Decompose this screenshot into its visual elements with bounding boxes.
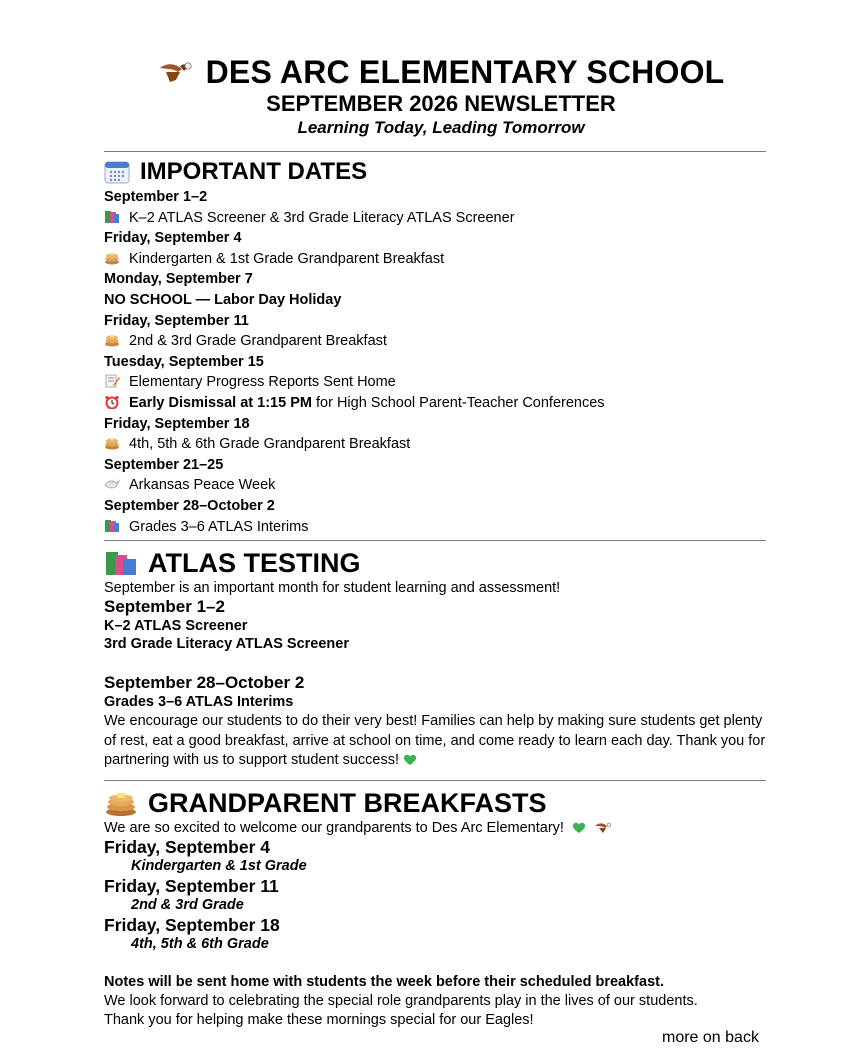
breakfasts-heading-text: GRANDPARENT BREAKFASTS	[148, 788, 547, 819]
books-icon	[104, 210, 120, 224]
date-event: 4th, 5th & 6th Grade Grandparent Breakfast	[104, 434, 766, 455]
atlas-item: 3rd Grade Literacy ATLAS Screener	[104, 636, 349, 653]
green-heart-icon	[403, 753, 417, 766]
date-event: Arkansas Peace Week	[104, 475, 766, 496]
date-event: Elementary Progress Reports Sent Home	[104, 372, 766, 393]
date-label: Friday, September 4	[104, 230, 242, 247]
date-label: Friday, September 18	[104, 415, 250, 432]
date-event: 2nd & 3rd Grade Grandparent Breakfast	[104, 331, 766, 352]
breakfast-date: Friday, September 11	[104, 876, 279, 897]
dates-list	[104, 187, 766, 537]
dates-heading-text: IMPORTANT DATES	[140, 158, 368, 185]
breakfast-note: Notes will be sent home with students the week before their scheduled breakfast.	[104, 974, 664, 991]
breakfast-grade: Kindergarten & 1st Grade	[131, 858, 307, 875]
pancakes-icon	[104, 251, 120, 265]
alarm-clock-icon	[104, 395, 120, 409]
divider	[104, 780, 766, 781]
books-icon	[104, 519, 120, 533]
atlas-intro: September is an important month for student learning and assessment!	[104, 580, 561, 597]
pancakes-icon	[104, 789, 138, 817]
eagle-icon	[158, 60, 192, 84]
eagle-icon	[594, 821, 612, 834]
atlas-item: K–2 ATLAS Screener	[104, 618, 248, 635]
date-label: Friday, September 11	[104, 312, 249, 329]
atlas-heading-text: ATLAS TESTING	[148, 548, 361, 579]
breakfast-date: Friday, September 4	[104, 837, 270, 858]
date-event-bold: NO SCHOOL — Labor Day Holiday	[104, 291, 342, 308]
date-event: Kindergarten & 1st Grade Grandparent Breakfast	[104, 249, 766, 270]
date-event: Grades 3–6 ATLAS Interims	[104, 517, 766, 538]
pancakes-icon	[104, 333, 120, 347]
breakfast-grade: 2nd & 3rd Grade	[131, 897, 244, 914]
breakfast-closing: Thank you for helping make these mornings special for our Eagles!	[104, 1012, 534, 1029]
date-label: September 28–October 2	[104, 497, 275, 514]
date-event: K–2 ATLAS Screener & 3rd Grade Literacy ATLAS Screener	[104, 208, 766, 229]
atlas-paragraph: We encourage our students to do their very best! Families can help by making sure students get plenty of rest, eat a good breakfast, arrive at school on time, and come ready to learn each day. Thank you for partnering with us to support student success!	[104, 713, 766, 768]
date-event: Early Dismissal at 1:15 PM for High School Parent-Teacher Conferences	[104, 393, 766, 414]
newsletter-page	[104, 54, 766, 1030]
date-label: September 21–25	[104, 456, 224, 473]
date-label: Monday, September 7	[104, 271, 253, 288]
memo-icon	[104, 374, 120, 388]
breakfast-closing: We look forward to celebrating the special role grandparents play in the lives of our students.	[104, 993, 698, 1010]
divider	[104, 540, 766, 541]
atlas-item: Grades 3–6 ATLAS Interims	[104, 694, 294, 711]
tagline: Learning Today, Leading Tomorrow	[297, 118, 585, 137]
school-title: DES ARC ELEMENTARY SCHOOL	[205, 54, 725, 90]
atlas-date: September 1–2	[104, 597, 225, 617]
breakfasts-intro: We are so excited to welcome our grandparents to Des Arc Elementary!	[104, 819, 766, 837]
divider	[104, 151, 766, 152]
section-heading-dates	[104, 158, 766, 186]
atlas-date: September 28–October 2	[104, 673, 305, 693]
more-on-back-note: more on back	[662, 1029, 759, 1046]
date-label: September 1–2	[104, 189, 208, 205]
date-label: Tuesday, September 15	[104, 353, 264, 370]
green-heart-icon	[572, 821, 586, 834]
section-heading-breakfasts	[104, 787, 766, 819]
dove-icon	[104, 477, 120, 491]
newsletter-subtitle: SEPTEMBER 2026 NEWSLETTER	[266, 91, 616, 116]
atlas-body	[104, 579, 766, 770]
breakfast-date: Friday, September 18	[104, 915, 280, 936]
masthead	[116, 54, 766, 139]
pancakes-icon	[104, 436, 120, 450]
section-heading-atlas	[104, 547, 766, 579]
breakfast-grade: 4th, 5th & 6th Grade	[131, 936, 269, 953]
breakfasts-body	[104, 819, 766, 1030]
calendar-icon	[104, 160, 130, 184]
books-icon	[104, 549, 138, 577]
